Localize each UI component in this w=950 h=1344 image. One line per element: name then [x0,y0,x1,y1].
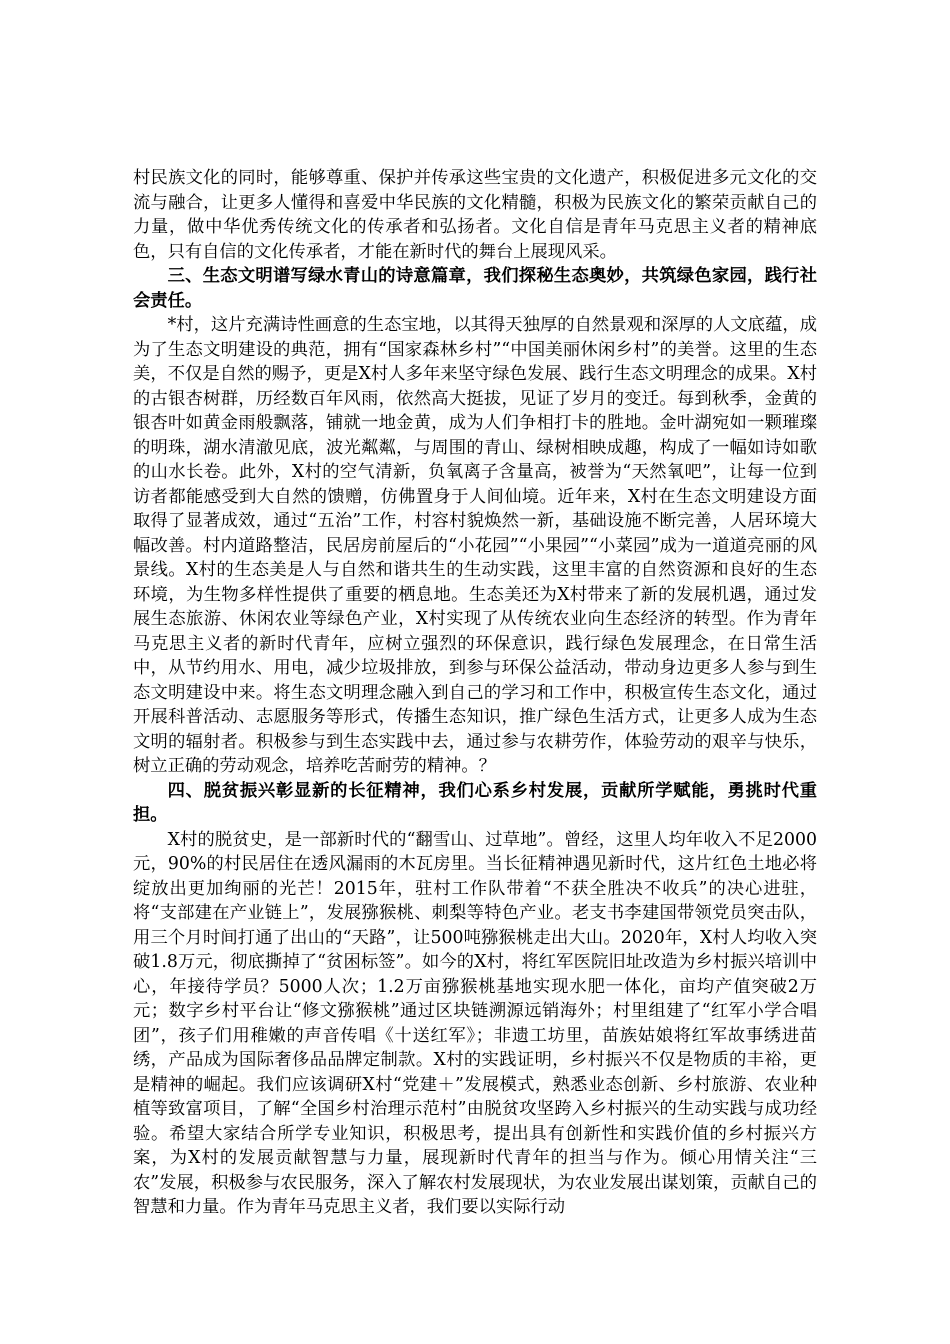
section-heading-ecology: 三、生态文明谱写绿水青山的诗意篇章，我们探秘生态奥妙，共筑绿色家园，践行社会责任。 [133,266,817,311]
paragraph-ecology: *村，这片充满诗性画意的生态宝地，以其得天独厚的自然景观和深厚的人文底蕴，成为了生态文明建设的典范，拥有“国家森林乡村”“中国美丽休闲乡村”的美誉。这里的生态美，不仅是自然的赐予，更是X村人多年来坚守绿色发展、践行生态文明理念的成果。X村的古银杏树群，历经数百年风雨，依然高大挺拔，见证了岁月的变迁。每到秋季，金黄的银杏叶如黄金雨般飘落，铺就一地金黄，成为人们争相打卡的胜地。金叶湖宛如一颗璀璨的明珠，湖水清澈见底，波光粼粼，与周围的青山、绿树相映成趣，构成了一幅如诗如歌的山水长卷。此外，X村的空气清新，负氧离子含量高，被誉为“天然氧吧”，让每一位到访者都能感受到大自然的馈赠，仿佛置身于人间仙境。近年来，X村在生态文明建设方面取得了显著成效，通过“五治”工作，村容村貌焕然一新，基础设施不断完善，人居环境大幅改善。村内道路整洁，民居房前屋后的“小花园”“小果园”“小菜园”成为一道道亮丽的风景线。X村的生态美是人与自然和谐共生的生动实践，这里丰富的自然资源和良好的生态环境，为生物多样性提供了重要的栖息地。生态美还为X村带来了新的发展机遇，通过发展生态旅游、休闲农业等绿色产业，X村实现了从传统农业向生态经济的转型。作为青年马克思主义者的新时代青年，应树立强烈的环保意识，践行绿色发展理念，在日常生活中，从节约用水、用电，减少垃圾排放，到参与环保公益活动，带动身边更多人参与到生态文明建设中来。将生态文明理念融入到自己的学习和工作中，积极宣传生态文化，通过开展科普活动、志愿服务等形式，传播生态知识，推广绿色生活方式，让更多人成为生态文明的辐射者。积极参与到生态实践中去，通过参与农耕劳作，体验劳动的艰辛与快乐，树立正确的劳动观念，培养吃苦耐劳的精神。？ [133,315,817,776]
paragraph-revitalization: X村的脱贫史，是一部新时代的“翻雪山、过草地”。曾经，这里人均年收入不足2000元，90%的村民居住在透风漏雨的木瓦房里。当长征精神遇见新时代，这片红色土地必将绽放出更加绚丽的光芒！2015年，驻村工作队带着“不获全胜决不收兵”的决心进驻，将“支部建在产业链上”，发展猕猴桃、刺梨等特色产业。老支书李建国带领党员突击队，用三个月时间打通了出山的“天路”，让500吨猕猴桃走出大山。2020年，X村人均收入突破1.8万元，彻底撕掉了“贫困标签”。如今的X村，将红军医院旧址改造为乡村振兴培训中心，年接待学员？5000人次；1.2万亩猕猴桃基地实现水肥一体化，亩均产值突破2万元；数字乡村平台让“修文猕猴桃”通过区块链溯源远销海外；村里组建了“红军小学合唱团”，孩子们用稚嫩的声音传唱《十送红军》；非遗工坊里，苗族姑娘将红军故事绣进苗绣，产品成为国际奢侈品品牌定制款。X村的实践证明，乡村振兴不仅是物质的丰裕，更是精神的崛起。我们应该调研X村“党建＋”发展模式，熟悉业态创新、乡村旅游、农业种植等致富项目，了解“全国乡村治理示范村”由脱贫攻坚跨入乡村振兴的生动实践与成功经验。希望大家结合所学专业知识，积极思考，提出具有创新性和实践价值的乡村振兴方案，为X村的发展贡献智慧与力量，展现新时代青年的担当与作为。倾心用情关注“三农”发展，积极参与农民服务，深入了解农村发展现状，为农业发展出谋划策，贡献自己的智慧和力量。作为青年马克思主义者，我们要以实际行动 [133,829,817,1217]
section-heading-revitalization: 四、脱贫振兴彰显新的长征精神，我们心系乡村发展，贡献所学赋能，勇挑时代重担。 [133,780,817,825]
document-page [133,166,817,1220]
paragraph-culture-continued: 村民族文化的同时，能够尊重、保护并传承这些宝贵的文化遗产，积极促进多元文化的交流与融合，让更多人懂得和喜爱中华民族的文化精髓，积极为民族文化的繁荣贡献自己的力量，做中华优秀传统文化的传承者和弘扬者。文化自信是青年马克思主义者的精神底色，只有自信的文化传承者，才能在新时代的舞台上展现风采。 [133,168,817,262]
